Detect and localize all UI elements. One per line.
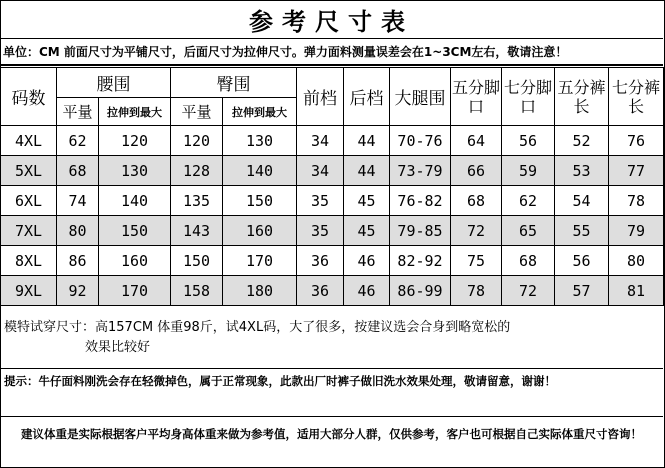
- cell-waist-flat: 68: [57, 156, 99, 186]
- cell-thigh: 70-76: [390, 126, 451, 156]
- cell-seven-hem: 56: [502, 126, 555, 156]
- cell-thigh: 76-82: [390, 186, 451, 216]
- cell-seven-length: 81: [609, 276, 664, 306]
- cell-thigh: 82-92: [390, 246, 451, 276]
- cell-back-rise: 46: [344, 246, 390, 276]
- cell-seven-hem: 65: [502, 216, 555, 246]
- cell-waist-max: 140: [99, 186, 171, 216]
- table-row: [1, 156, 664, 186]
- subheader-hip-stretch: 拉伸到最大: [223, 98, 297, 126]
- cell-seven-length: 77: [609, 156, 664, 186]
- size-table: [0, 67, 664, 306]
- cell-five-length: 52: [555, 126, 609, 156]
- header-back-rise: 后档: [344, 68, 390, 126]
- cell-hip-flat: 128: [171, 156, 223, 186]
- cell-hip-flat: 158: [171, 276, 223, 306]
- washing-tip: 提示：牛仔面料刚洗会存在轻微掉色，属于正常现象，此款出厂时裤子做旧洗水效果处理，敬请留意，谢谢！: [0, 369, 663, 417]
- cell-five-hem: 72: [451, 216, 502, 246]
- cell-hip-max: 130: [223, 126, 297, 156]
- page-title: 参考尺寸表: [0, 0, 663, 39]
- cell-size: 5XL: [1, 156, 57, 186]
- cell-five-length: 55: [555, 216, 609, 246]
- cell-size: 8XL: [1, 246, 57, 276]
- header-waist: 腰围: [57, 68, 171, 98]
- cell-hip-max: 170: [223, 246, 297, 276]
- subheader-hip-flat: 平量: [171, 98, 223, 126]
- header-hip: 臀围: [171, 68, 297, 98]
- header-thigh: 大腿围: [390, 68, 451, 126]
- cell-back-rise: 45: [344, 186, 390, 216]
- cell-five-hem: 68: [451, 186, 502, 216]
- cell-thigh: 73-79: [390, 156, 451, 186]
- cell-front-rise: 35: [297, 186, 344, 216]
- cell-hip-max: 180: [223, 276, 297, 306]
- cell-seven-length: 76: [609, 126, 664, 156]
- cell-thigh: 79-85: [390, 216, 451, 246]
- unit-note: 单位：CM 前面尺寸为平铺尺寸，后面尺寸为拉伸尺寸。弹力面料测量误差会在1~3CM左右，敬请注意！: [0, 39, 663, 66]
- table-row: [1, 246, 664, 276]
- cell-front-rise: 34: [297, 126, 344, 156]
- cell-five-hem: 64: [451, 126, 502, 156]
- cell-waist-max: 150: [99, 216, 171, 246]
- cell-back-rise: 46: [344, 276, 390, 306]
- cell-five-length: 54: [555, 186, 609, 216]
- cell-waist-flat: 80: [57, 216, 99, 246]
- header-front-rise: 前档: [297, 68, 344, 126]
- cell-hip-flat: 120: [171, 126, 223, 156]
- cell-waist-max: 170: [99, 276, 171, 306]
- cell-hip-flat: 135: [171, 186, 223, 216]
- cell-seven-hem: 59: [502, 156, 555, 186]
- cell-front-rise: 35: [297, 216, 344, 246]
- model-note: [0, 314, 663, 369]
- cell-size: 7XL: [1, 216, 57, 246]
- model-note-line1: 模特试穿尺寸：高157CM 体重98斤，试4XL码，大了很多，按建议选会合身到略宽松的: [4, 320, 511, 335]
- table-row: [1, 216, 664, 246]
- cell-seven-length: 79: [609, 216, 664, 246]
- cell-waist-flat: 74: [57, 186, 99, 216]
- cell-size: 9XL: [1, 276, 57, 306]
- cell-back-rise: 44: [344, 156, 390, 186]
- cell-waist-flat: 62: [57, 126, 99, 156]
- cell-seven-hem: 68: [502, 246, 555, 276]
- cell-thigh: 86-99: [390, 276, 451, 306]
- cell-seven-length: 78: [609, 186, 664, 216]
- table-row: [1, 276, 664, 306]
- header-seven-length: 七分裤长: [609, 68, 664, 126]
- cell-five-hem: 66: [451, 156, 502, 186]
- cell-back-rise: 44: [344, 126, 390, 156]
- weight-advice: 建议体重是实际根据客户平均身高体重来做为参考值，适用大部分人群，仅供参考，客户也可根据自己实际体重尺寸咨询！: [21, 427, 642, 441]
- cell-waist-max: 130: [99, 156, 171, 186]
- cell-hip-flat: 143: [171, 216, 223, 246]
- cell-seven-hem: 72: [502, 276, 555, 306]
- model-note-line2: 效果比较好: [85, 340, 151, 355]
- cell-waist-max: 160: [99, 246, 171, 276]
- cell-hip-max: 140: [223, 156, 297, 186]
- cell-five-length: 56: [555, 246, 609, 276]
- cell-five-hem: 78: [451, 276, 502, 306]
- cell-hip-max: 160: [223, 216, 297, 246]
- cell-size: 6XL: [1, 186, 57, 216]
- header-five-length: 五分裤长: [555, 68, 609, 126]
- cell-seven-hem: 62: [502, 186, 555, 216]
- cell-back-rise: 45: [344, 216, 390, 246]
- cell-waist-flat: 92: [57, 276, 99, 306]
- table-row: [1, 126, 664, 156]
- cell-hip-max: 150: [223, 186, 297, 216]
- header-size: 码数: [1, 68, 57, 126]
- cell-waist-flat: 86: [57, 246, 99, 276]
- cell-five-length: 57: [555, 276, 609, 306]
- cell-waist-max: 120: [99, 126, 171, 156]
- cell-seven-length: 80: [609, 246, 664, 276]
- subheader-waist-flat: 平量: [57, 98, 99, 126]
- cell-front-rise: 36: [297, 246, 344, 276]
- cell-five-hem: 75: [451, 246, 502, 276]
- cell-size: 4XL: [1, 126, 57, 156]
- table-row: [1, 186, 664, 216]
- cell-five-length: 53: [555, 156, 609, 186]
- header-seven-hem: 七分脚口: [502, 68, 555, 126]
- cell-front-rise: 36: [297, 276, 344, 306]
- cell-front-rise: 34: [297, 156, 344, 186]
- subheader-waist-stretch: 拉伸到最大: [99, 98, 171, 126]
- header-five-hem: 五分脚口: [451, 68, 502, 126]
- cell-hip-flat: 150: [171, 246, 223, 276]
